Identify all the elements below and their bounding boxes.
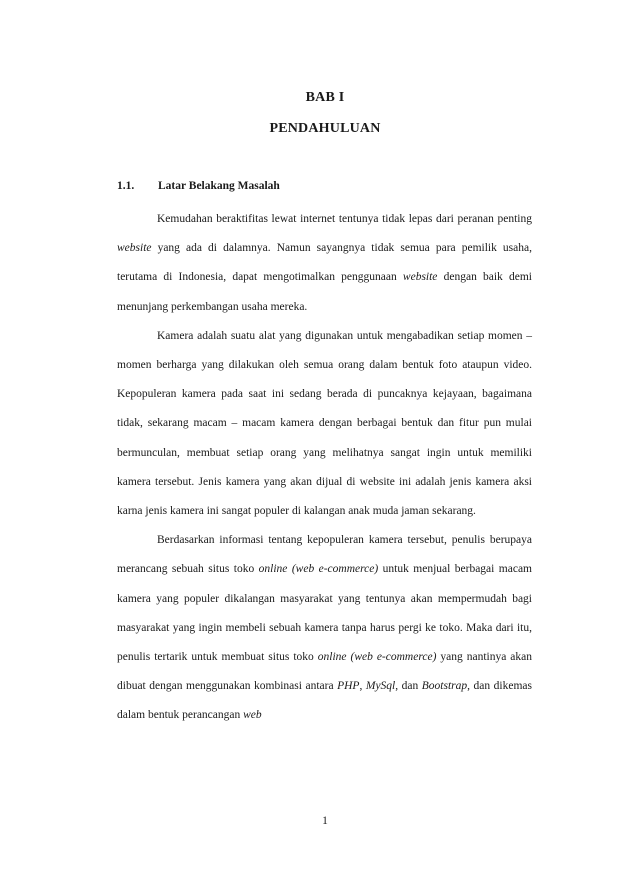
italic-term: website — [117, 242, 152, 255]
section-title: Latar Belakang Masalah — [158, 180, 280, 192]
italic-term: Bootstrap — [421, 680, 468, 693]
text-run: dengan baik demi menunjang perkembangan usaha mereka. — [117, 271, 532, 313]
italic-term: online (web e-commerce) — [258, 563, 379, 576]
chapter-title: PENDAHULUAN — [269, 121, 381, 136]
text-run: , dan dikemas dalam bentuk perancangan — [117, 680, 533, 722]
paragraph — [117, 526, 532, 730]
chapter-number: BAB I — [305, 90, 345, 105]
italic-term: web — [243, 709, 262, 722]
text-run: , dan — [395, 680, 422, 693]
text-run: , — [359, 680, 366, 693]
italic-term: online (web e-commerce) — [317, 651, 437, 664]
page-number: 1 — [322, 815, 328, 827]
text-run: Kemudahan beraktifitas lewat internet tentunya tidak lepas dari peranan penting — [157, 213, 532, 225]
paragraph — [117, 205, 532, 322]
text-run: yang nantinya akan dibuat dengan menggunakan kombinasi antara — [117, 651, 532, 693]
italic-term: PHP — [337, 680, 360, 693]
body-text — [117, 205, 532, 731]
text-run: untuk menjual berbagai macam kamera yang populer dikalangan masyarakat yang tentunya akan mempermudah bagi masyarakat yang ingin membeli sebuah kamera tanpa harus pergi ke toko. Maka dari itu, penulis tertarik untuk membuat situs toko — [117, 563, 532, 664]
text-run: Kamera adalah suatu alat yang digunakan untuk mengabadikan setiap momen – momen berharga yang dilakukan oleh semua orang dalam bentuk foto ataupun video. Kepopuleran kamera pada saat ini sedang berada di puncaknya kejayaan, bagaimana tidak, sekarang macam – macam kamera dengan berbagai bentuk dan fitur pun mulai bermunculan, membuat setiap orang yang melihatnya sangat ingin untuk memiliki kamera tersebut. Jenis kamera yang akan dijual di website ini adalah jenis kamera aksi karna jenis kamera ini sangat populer di kalangan anak muda jaman sekarang. — [117, 329, 532, 518]
paragraph — [117, 322, 532, 526]
section-number: 1.1. — [117, 180, 135, 192]
text-run: Berdasarkan informasi tentang kepopuleran kamera tersebut, penulis berupaya merancang sebuah situs toko — [117, 534, 532, 576]
section-heading — [117, 180, 280, 192]
italic-term: website — [402, 271, 438, 284]
text-run: yang ada di dalamnya. Namun sayangnya tidak semua para pemilik usaha, terutama di Indonesia, dapat mengotimalkan penggunaan — [117, 242, 532, 284]
italic-term: MySql — [365, 680, 396, 693]
